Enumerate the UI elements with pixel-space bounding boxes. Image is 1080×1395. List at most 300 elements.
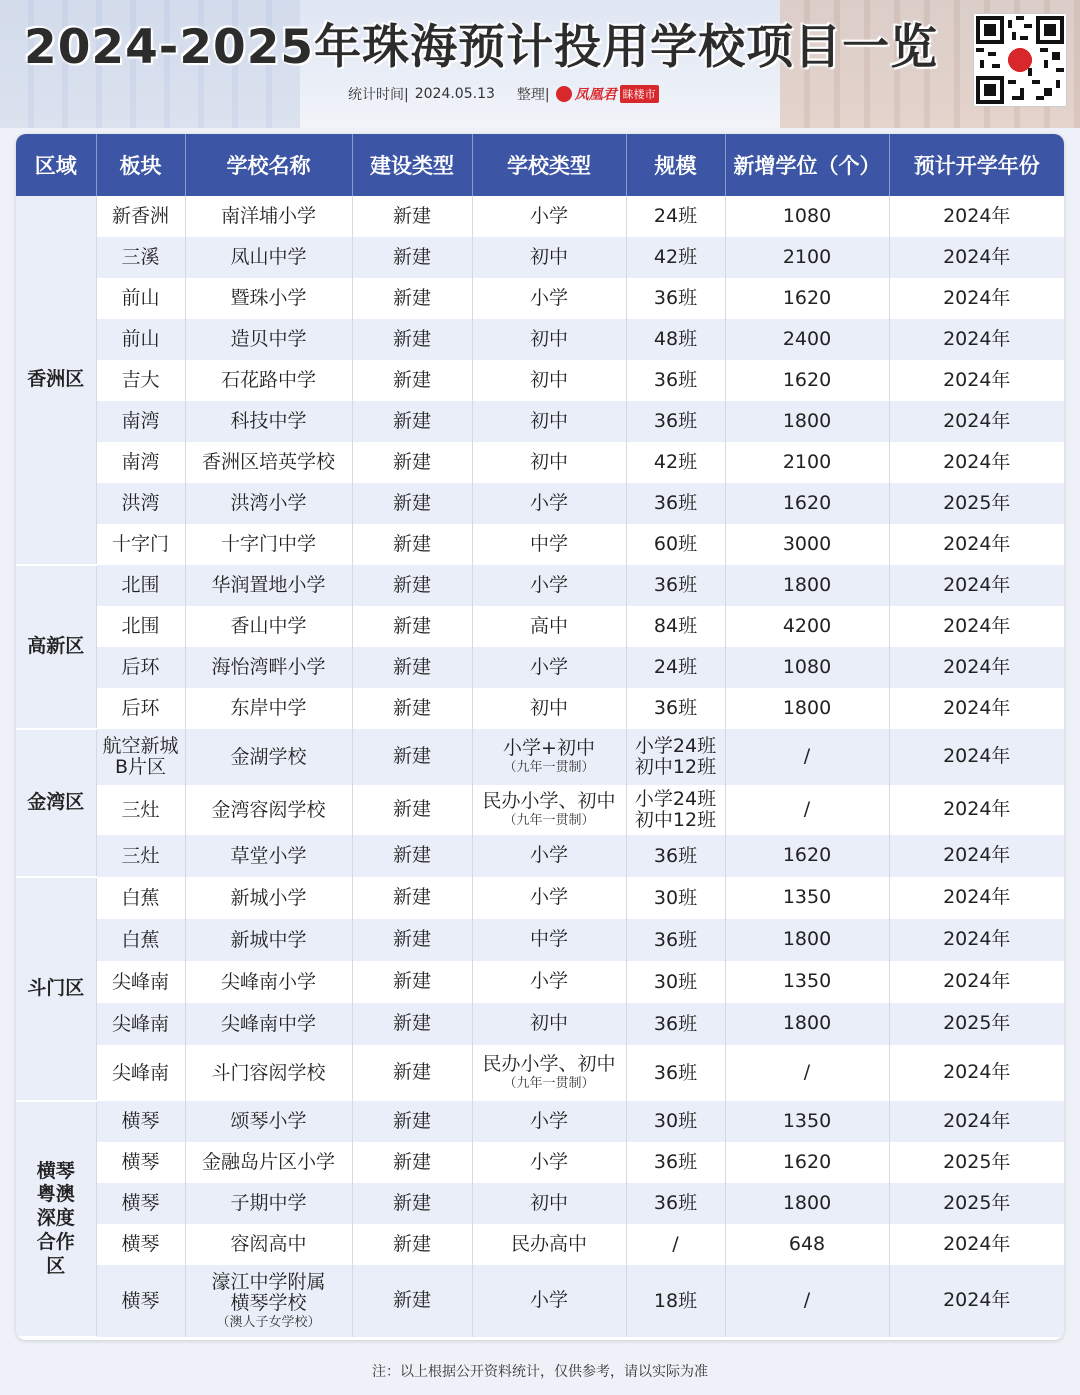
school-type-cell xyxy=(472,319,626,360)
school-name-cell-text: 容闳高中 xyxy=(230,1233,307,1256)
open-year-cell-text: 2024年 xyxy=(943,327,1011,350)
build-type-cell xyxy=(352,688,472,729)
school-type-cell xyxy=(472,1101,626,1142)
school-name-cell-text: 金融岛片区小学 xyxy=(201,1151,335,1174)
block-cell-text: 新香洲 xyxy=(111,205,169,228)
block-cell xyxy=(96,196,185,237)
new-seats-cell xyxy=(725,1265,889,1337)
block-cell xyxy=(96,524,185,565)
build-type-cell xyxy=(352,919,472,961)
block-cell xyxy=(96,961,185,1003)
table-row xyxy=(16,196,1064,237)
new-seats-cell-text: 1350 xyxy=(782,886,832,909)
school-type-cell xyxy=(472,1003,626,1045)
build-type-cell xyxy=(352,729,472,785)
open-year-cell xyxy=(889,360,1064,401)
open-year-cell xyxy=(889,237,1064,278)
new-seats-cell xyxy=(725,1101,889,1142)
school-type-cell-text: 初中 xyxy=(529,696,568,719)
school-type-cell xyxy=(472,565,626,606)
new-seats-cell xyxy=(725,1045,889,1101)
block-cell-text: 尖峰南 xyxy=(111,1061,169,1084)
open-year-cell-text: 2024年 xyxy=(943,1109,1011,1132)
school-type-cell-text: 小学 xyxy=(529,204,568,227)
region-cell: 金湾区 xyxy=(16,729,96,877)
table-row xyxy=(16,606,1064,647)
block-cell-text: 前山 xyxy=(121,287,160,310)
build-type-cell-text: 新建 xyxy=(392,886,431,909)
new-seats-cell xyxy=(725,688,889,729)
open-year-cell xyxy=(889,319,1064,360)
school-name-cell xyxy=(185,1183,352,1224)
build-type-cell xyxy=(352,237,472,278)
school-type-cell-text: 小学 xyxy=(529,1150,568,1173)
build-type-cell xyxy=(352,1101,472,1142)
open-year-cell-text: 2024年 xyxy=(943,928,1011,951)
school-name-cell-text: 濠江中学附属横琴学校 xyxy=(211,1271,326,1315)
new-seats-cell xyxy=(725,785,889,835)
school-type-cell xyxy=(472,1183,626,1224)
open-year-cell xyxy=(889,1045,1064,1101)
block-cell xyxy=(96,1101,185,1142)
school-type-cell xyxy=(472,360,626,401)
open-year-cell-text: 2024年 xyxy=(943,409,1011,432)
open-year-cell xyxy=(889,877,1064,919)
scale-cell-text: 36班 xyxy=(653,844,698,867)
region-cell: 高新区 xyxy=(16,565,96,729)
open-year-cell xyxy=(889,785,1064,835)
new-seats-cell xyxy=(725,647,889,688)
school-name-cell-note: （澳人子女学校） xyxy=(216,1315,321,1331)
qr-code-icon xyxy=(974,14,1066,106)
open-year-cell xyxy=(889,196,1064,237)
brand-logo xyxy=(556,84,659,104)
build-type-cell-text: 新建 xyxy=(392,204,431,227)
build-type-cell-text: 新建 xyxy=(392,245,431,268)
school-type-cell-text: 高中 xyxy=(529,614,568,637)
table-header-row xyxy=(16,134,1064,196)
school-type-cell xyxy=(472,442,626,483)
block-cell-text: 北围 xyxy=(121,615,160,638)
school-name-cell-text: 凤山中学 xyxy=(230,246,307,269)
column-header-new-seats: 新增学位（个） xyxy=(725,134,889,196)
scale-cell-text: 36班 xyxy=(653,1061,698,1084)
new-seats-cell xyxy=(725,319,889,360)
school-name-cell-text: 石花路中学 xyxy=(220,369,316,392)
school-type-cell-note: （九年一贯制） xyxy=(503,813,595,829)
open-year-cell-text: 2024年 xyxy=(943,844,1011,867)
block-cell-text: 横琴 xyxy=(121,1192,160,1215)
school-name-cell xyxy=(185,1101,352,1142)
build-type-cell xyxy=(352,442,472,483)
table-row xyxy=(16,1183,1064,1224)
school-type-cell-text: 民办小学、初中 xyxy=(482,790,616,813)
block-cell xyxy=(96,919,185,961)
open-year-cell xyxy=(889,483,1064,524)
table-row xyxy=(16,688,1064,729)
scale-cell-text: 84班 xyxy=(653,615,698,638)
school-type-cell xyxy=(472,524,626,565)
build-type-cell-text: 新建 xyxy=(392,745,431,768)
block-cell xyxy=(96,785,185,835)
school-type-cell-text: 民办小学、初中 xyxy=(482,1053,616,1076)
build-type-cell-text: 新建 xyxy=(392,286,431,309)
new-seats-cell xyxy=(725,1003,889,1045)
scale-cell-text: 小学24班 初中12班 xyxy=(634,788,717,831)
build-type-cell xyxy=(352,319,472,360)
school-name-cell-text: 暨珠小学 xyxy=(230,287,307,310)
school-type-cell xyxy=(472,237,626,278)
school-type-cell xyxy=(472,401,626,442)
build-type-cell-text: 新建 xyxy=(392,1061,431,1084)
scale-cell-text: 42班 xyxy=(653,451,698,474)
table-row xyxy=(16,729,1064,785)
open-year-cell xyxy=(889,729,1064,785)
build-type-cell xyxy=(352,647,472,688)
table-row xyxy=(16,442,1064,483)
school-type-cell-text: 初中 xyxy=(529,450,568,473)
new-seats-cell xyxy=(725,524,889,565)
scale-cell-text: 36班 xyxy=(653,369,698,392)
table-row xyxy=(16,237,1064,278)
school-type-cell-text: 小学+初中 xyxy=(503,737,595,760)
new-seats-cell-text: 1800 xyxy=(782,573,832,596)
block-cell-text: 南湾 xyxy=(121,410,160,433)
build-type-cell xyxy=(352,278,472,319)
school-name-cell-text: 香山中学 xyxy=(230,615,307,638)
table-row xyxy=(16,1142,1064,1183)
table-row xyxy=(16,835,1064,877)
open-year-cell xyxy=(889,1142,1064,1183)
scale-cell-text: 36班 xyxy=(653,574,698,597)
block-cell xyxy=(96,565,185,606)
build-type-cell xyxy=(352,196,472,237)
open-year-cell-text: 2024年 xyxy=(943,614,1011,637)
scale-cell-text: 36班 xyxy=(653,928,698,951)
open-year-cell xyxy=(889,961,1064,1003)
block-cell xyxy=(96,606,185,647)
new-seats-cell xyxy=(725,919,889,961)
block-cell-text: 后环 xyxy=(121,656,160,679)
new-seats-cell xyxy=(725,237,889,278)
school-name-cell-text: 南洋埔小学 xyxy=(220,205,316,228)
block-cell-text: 后环 xyxy=(121,697,160,720)
school-name-cell xyxy=(185,319,352,360)
build-type-cell-text: 新建 xyxy=(392,655,431,678)
scale-cell xyxy=(626,785,725,835)
school-table-card xyxy=(16,134,1064,1340)
build-type-cell-text: 新建 xyxy=(392,1012,431,1035)
new-seats-cell-text: 1800 xyxy=(782,409,832,432)
block-cell xyxy=(96,729,185,785)
scale-cell xyxy=(626,835,725,877)
table-row xyxy=(16,1224,1064,1265)
open-year-cell-text: 2024年 xyxy=(943,1061,1011,1084)
new-seats-cell-text: 2100 xyxy=(782,245,832,268)
new-seats-cell xyxy=(725,606,889,647)
school-type-cell-text: 小学 xyxy=(529,655,568,678)
block-cell xyxy=(96,1183,185,1224)
new-seats-cell xyxy=(725,401,889,442)
build-type-cell-text: 新建 xyxy=(392,1191,431,1214)
block-cell xyxy=(96,1265,185,1337)
build-type-cell-text: 新建 xyxy=(392,970,431,993)
school-name-cell-text: 新城小学 xyxy=(230,886,307,909)
block-cell-text: 南湾 xyxy=(121,451,160,474)
scale-cell xyxy=(626,360,725,401)
school-name-cell-text: 东岸中学 xyxy=(230,697,307,720)
new-seats-cell-text: 1350 xyxy=(782,970,832,993)
school-name-cell xyxy=(185,688,352,729)
page-title: 2024-2025年珠海预计投用学校项目一览 xyxy=(24,20,939,75)
table-row xyxy=(16,360,1064,401)
open-year-cell xyxy=(889,606,1064,647)
scale-cell-text: / xyxy=(672,1233,679,1256)
school-name-cell-text: 造贝中学 xyxy=(230,328,307,351)
school-type-cell xyxy=(472,1045,626,1101)
build-type-cell-text: 新建 xyxy=(392,532,431,555)
school-name-cell-text: 金湖学校 xyxy=(230,745,307,768)
block-cell xyxy=(96,278,185,319)
table-row xyxy=(16,647,1064,688)
open-year-cell xyxy=(889,1265,1064,1337)
table-row xyxy=(16,278,1064,319)
region-cell: 香洲区 xyxy=(16,196,96,565)
open-year-cell-text: 2024年 xyxy=(943,886,1011,909)
school-name-cell xyxy=(185,401,352,442)
build-type-cell-text: 新建 xyxy=(392,798,431,821)
school-type-cell-text: 小学 xyxy=(529,286,568,309)
open-year-cell xyxy=(889,688,1064,729)
open-year-cell xyxy=(889,1224,1064,1265)
new-seats-cell-text: 1080 xyxy=(782,655,832,678)
column-header-school-type: 学校类型 xyxy=(472,134,626,196)
new-seats-cell-text: 1800 xyxy=(782,696,832,719)
scale-cell xyxy=(626,961,725,1003)
school-name-cell-text: 华润置地小学 xyxy=(211,574,326,597)
school-name-cell-text: 草堂小学 xyxy=(230,844,307,867)
column-header-block: 板块 xyxy=(96,134,185,196)
school-name-cell xyxy=(185,1224,352,1265)
new-seats-cell-text: 1800 xyxy=(782,928,832,951)
open-year-cell xyxy=(889,1183,1064,1224)
scale-cell xyxy=(626,401,725,442)
school-name-cell xyxy=(185,565,352,606)
block-cell-text: 三灶 xyxy=(121,844,160,867)
brand-tag: 睐楼市 xyxy=(620,85,659,103)
open-year-cell-text: 2025年 xyxy=(943,491,1011,514)
block-cell-text: 前山 xyxy=(121,328,160,351)
scale-cell-text: 36班 xyxy=(653,1151,698,1174)
school-type-cell-text: 初中 xyxy=(529,1191,568,1214)
new-seats-cell xyxy=(725,835,889,877)
scale-cell-text: 48班 xyxy=(653,328,698,351)
school-type-cell-text: 中学 xyxy=(529,928,568,951)
new-seats-cell-text: 3000 xyxy=(782,532,832,555)
school-type-cell xyxy=(472,278,626,319)
school-type-cell xyxy=(472,606,626,647)
school-type-cell-text: 小学 xyxy=(529,1109,568,1132)
new-seats-cell xyxy=(725,1183,889,1224)
school-type-cell-text: 初中 xyxy=(529,1012,568,1035)
school-type-cell-text: 初中 xyxy=(529,245,568,268)
build-type-cell xyxy=(352,524,472,565)
open-year-cell-text: 2024年 xyxy=(943,450,1011,473)
column-header-build-type: 建设类型 xyxy=(352,134,472,196)
open-year-cell-text: 2024年 xyxy=(943,532,1011,555)
new-seats-cell-text: / xyxy=(803,798,811,821)
school-type-cell xyxy=(472,483,626,524)
scale-cell xyxy=(626,1142,725,1183)
school-type-cell xyxy=(472,835,626,877)
build-type-cell xyxy=(352,785,472,835)
compiled-label: 整理| xyxy=(516,87,550,103)
school-name-cell-text: 斗门容闳学校 xyxy=(211,1061,326,1084)
block-cell-text: 白蕉 xyxy=(121,928,160,951)
new-seats-cell xyxy=(725,196,889,237)
block-cell-text: 白蕉 xyxy=(121,886,160,909)
build-type-cell xyxy=(352,1003,472,1045)
school-name-cell-text: 尖峰南中学 xyxy=(220,1012,316,1035)
build-type-cell xyxy=(352,483,472,524)
open-year-cell-text: 2024年 xyxy=(943,970,1011,993)
table-row xyxy=(16,919,1064,961)
footer-note: 注：以上根据公开资料统计，仅供参考，请以实际为准 xyxy=(372,1364,708,1380)
build-type-cell xyxy=(352,877,472,919)
school-name-cell xyxy=(185,1142,352,1183)
block-cell-text: 横琴 xyxy=(121,1151,160,1174)
build-type-cell-text: 新建 xyxy=(392,696,431,719)
build-type-cell xyxy=(352,1142,472,1183)
new-seats-cell xyxy=(725,1224,889,1265)
new-seats-cell xyxy=(725,1142,889,1183)
school-type-cell xyxy=(472,961,626,1003)
school-type-cell xyxy=(472,729,626,785)
scale-cell-text: 小学24班 初中12班 xyxy=(634,735,717,778)
new-seats-cell xyxy=(725,961,889,1003)
build-type-cell xyxy=(352,606,472,647)
stat-date: 2024.05.13 xyxy=(414,86,495,102)
scale-cell xyxy=(626,1224,725,1265)
table-row xyxy=(16,565,1064,606)
scale-cell xyxy=(626,688,725,729)
school-name-cell-text: 科技中学 xyxy=(230,410,307,433)
new-seats-cell-text: 1080 xyxy=(782,204,832,227)
block-cell-text: 横琴 xyxy=(121,1289,160,1312)
school-name-cell-text: 新城中学 xyxy=(230,928,307,951)
scale-cell-text: 24班 xyxy=(653,205,698,228)
build-type-cell-text: 新建 xyxy=(392,573,431,596)
school-type-cell xyxy=(472,785,626,835)
scale-cell xyxy=(626,319,725,360)
open-year-cell xyxy=(889,565,1064,606)
block-cell xyxy=(96,835,185,877)
column-header-scale: 规模 xyxy=(626,134,725,196)
open-year-cell xyxy=(889,1003,1064,1045)
open-year-cell-text: 2024年 xyxy=(943,204,1011,227)
build-type-cell-text: 新建 xyxy=(392,368,431,391)
block-cell xyxy=(96,483,185,524)
open-year-cell-text: 2024年 xyxy=(943,745,1011,768)
scale-cell xyxy=(626,877,725,919)
block-cell xyxy=(96,237,185,278)
school-type-cell-text: 初中 xyxy=(529,327,568,350)
block-cell-text: 北围 xyxy=(121,574,160,597)
open-year-cell-text: 2024年 xyxy=(943,798,1011,821)
region-cell: 斗门区 xyxy=(16,877,96,1101)
block-cell xyxy=(96,688,185,729)
build-type-cell xyxy=(352,1183,472,1224)
open-year-cell-text: 2024年 xyxy=(943,245,1011,268)
header-meta xyxy=(348,84,659,104)
block-cell xyxy=(96,1224,185,1265)
open-year-cell xyxy=(889,835,1064,877)
build-type-cell-text: 新建 xyxy=(392,1289,431,1312)
table-row xyxy=(16,1003,1064,1045)
school-type-cell xyxy=(472,1142,626,1183)
school-type-cell-text: 小学 xyxy=(529,844,568,867)
school-type-cell-text: 中学 xyxy=(529,532,568,555)
scale-cell xyxy=(626,647,725,688)
block-cell-text: 尖峰南 xyxy=(111,970,169,993)
new-seats-cell-text: 1800 xyxy=(782,1012,832,1035)
school-name-cell xyxy=(185,877,352,919)
build-type-cell-text: 新建 xyxy=(392,1150,431,1173)
school-name-cell-text: 子期中学 xyxy=(230,1192,307,1215)
column-header-open-year: 预计开学年份 xyxy=(889,134,1064,196)
open-year-cell-text: 2024年 xyxy=(943,573,1011,596)
block-cell-text: 航空新城B片区 xyxy=(102,735,179,778)
scale-cell xyxy=(626,919,725,961)
table-row xyxy=(16,401,1064,442)
new-seats-cell-text: 1620 xyxy=(782,844,832,867)
open-year-cell-text: 2025年 xyxy=(943,1012,1011,1035)
table-row xyxy=(16,319,1064,360)
new-seats-cell-text: / xyxy=(803,1289,811,1312)
open-year-cell-text: 2024年 xyxy=(943,1289,1011,1312)
build-type-cell xyxy=(352,961,472,1003)
school-name-cell xyxy=(185,442,352,483)
new-seats-cell xyxy=(725,360,889,401)
new-seats-cell xyxy=(725,278,889,319)
build-type-cell-text: 新建 xyxy=(392,1109,431,1132)
build-type-cell-text: 新建 xyxy=(392,327,431,350)
school-name-cell xyxy=(185,483,352,524)
scale-cell-text: 30班 xyxy=(653,970,698,993)
build-type-cell-text: 新建 xyxy=(392,844,431,867)
scale-cell xyxy=(626,565,725,606)
block-cell-text: 洪湾 xyxy=(121,492,160,515)
open-year-cell xyxy=(889,1101,1064,1142)
open-year-cell-text: 2025年 xyxy=(943,1191,1011,1214)
table-row xyxy=(16,1101,1064,1142)
open-year-cell xyxy=(889,442,1064,483)
school-type-cell xyxy=(472,877,626,919)
scale-cell-text: 36班 xyxy=(653,1192,698,1215)
school-name-cell xyxy=(185,961,352,1003)
new-seats-cell-text: 2400 xyxy=(782,327,832,350)
school-type-cell xyxy=(472,919,626,961)
open-year-cell xyxy=(889,524,1064,565)
build-type-cell xyxy=(352,360,472,401)
scale-cell xyxy=(626,483,725,524)
open-year-cell xyxy=(889,919,1064,961)
block-cell-text: 尖峰南 xyxy=(111,1012,169,1035)
scale-cell-text: 36班 xyxy=(653,287,698,310)
school-name-cell xyxy=(185,1265,352,1337)
school-name-cell xyxy=(185,606,352,647)
region-cell: 横琴粤澳深度合作区 xyxy=(16,1101,96,1337)
